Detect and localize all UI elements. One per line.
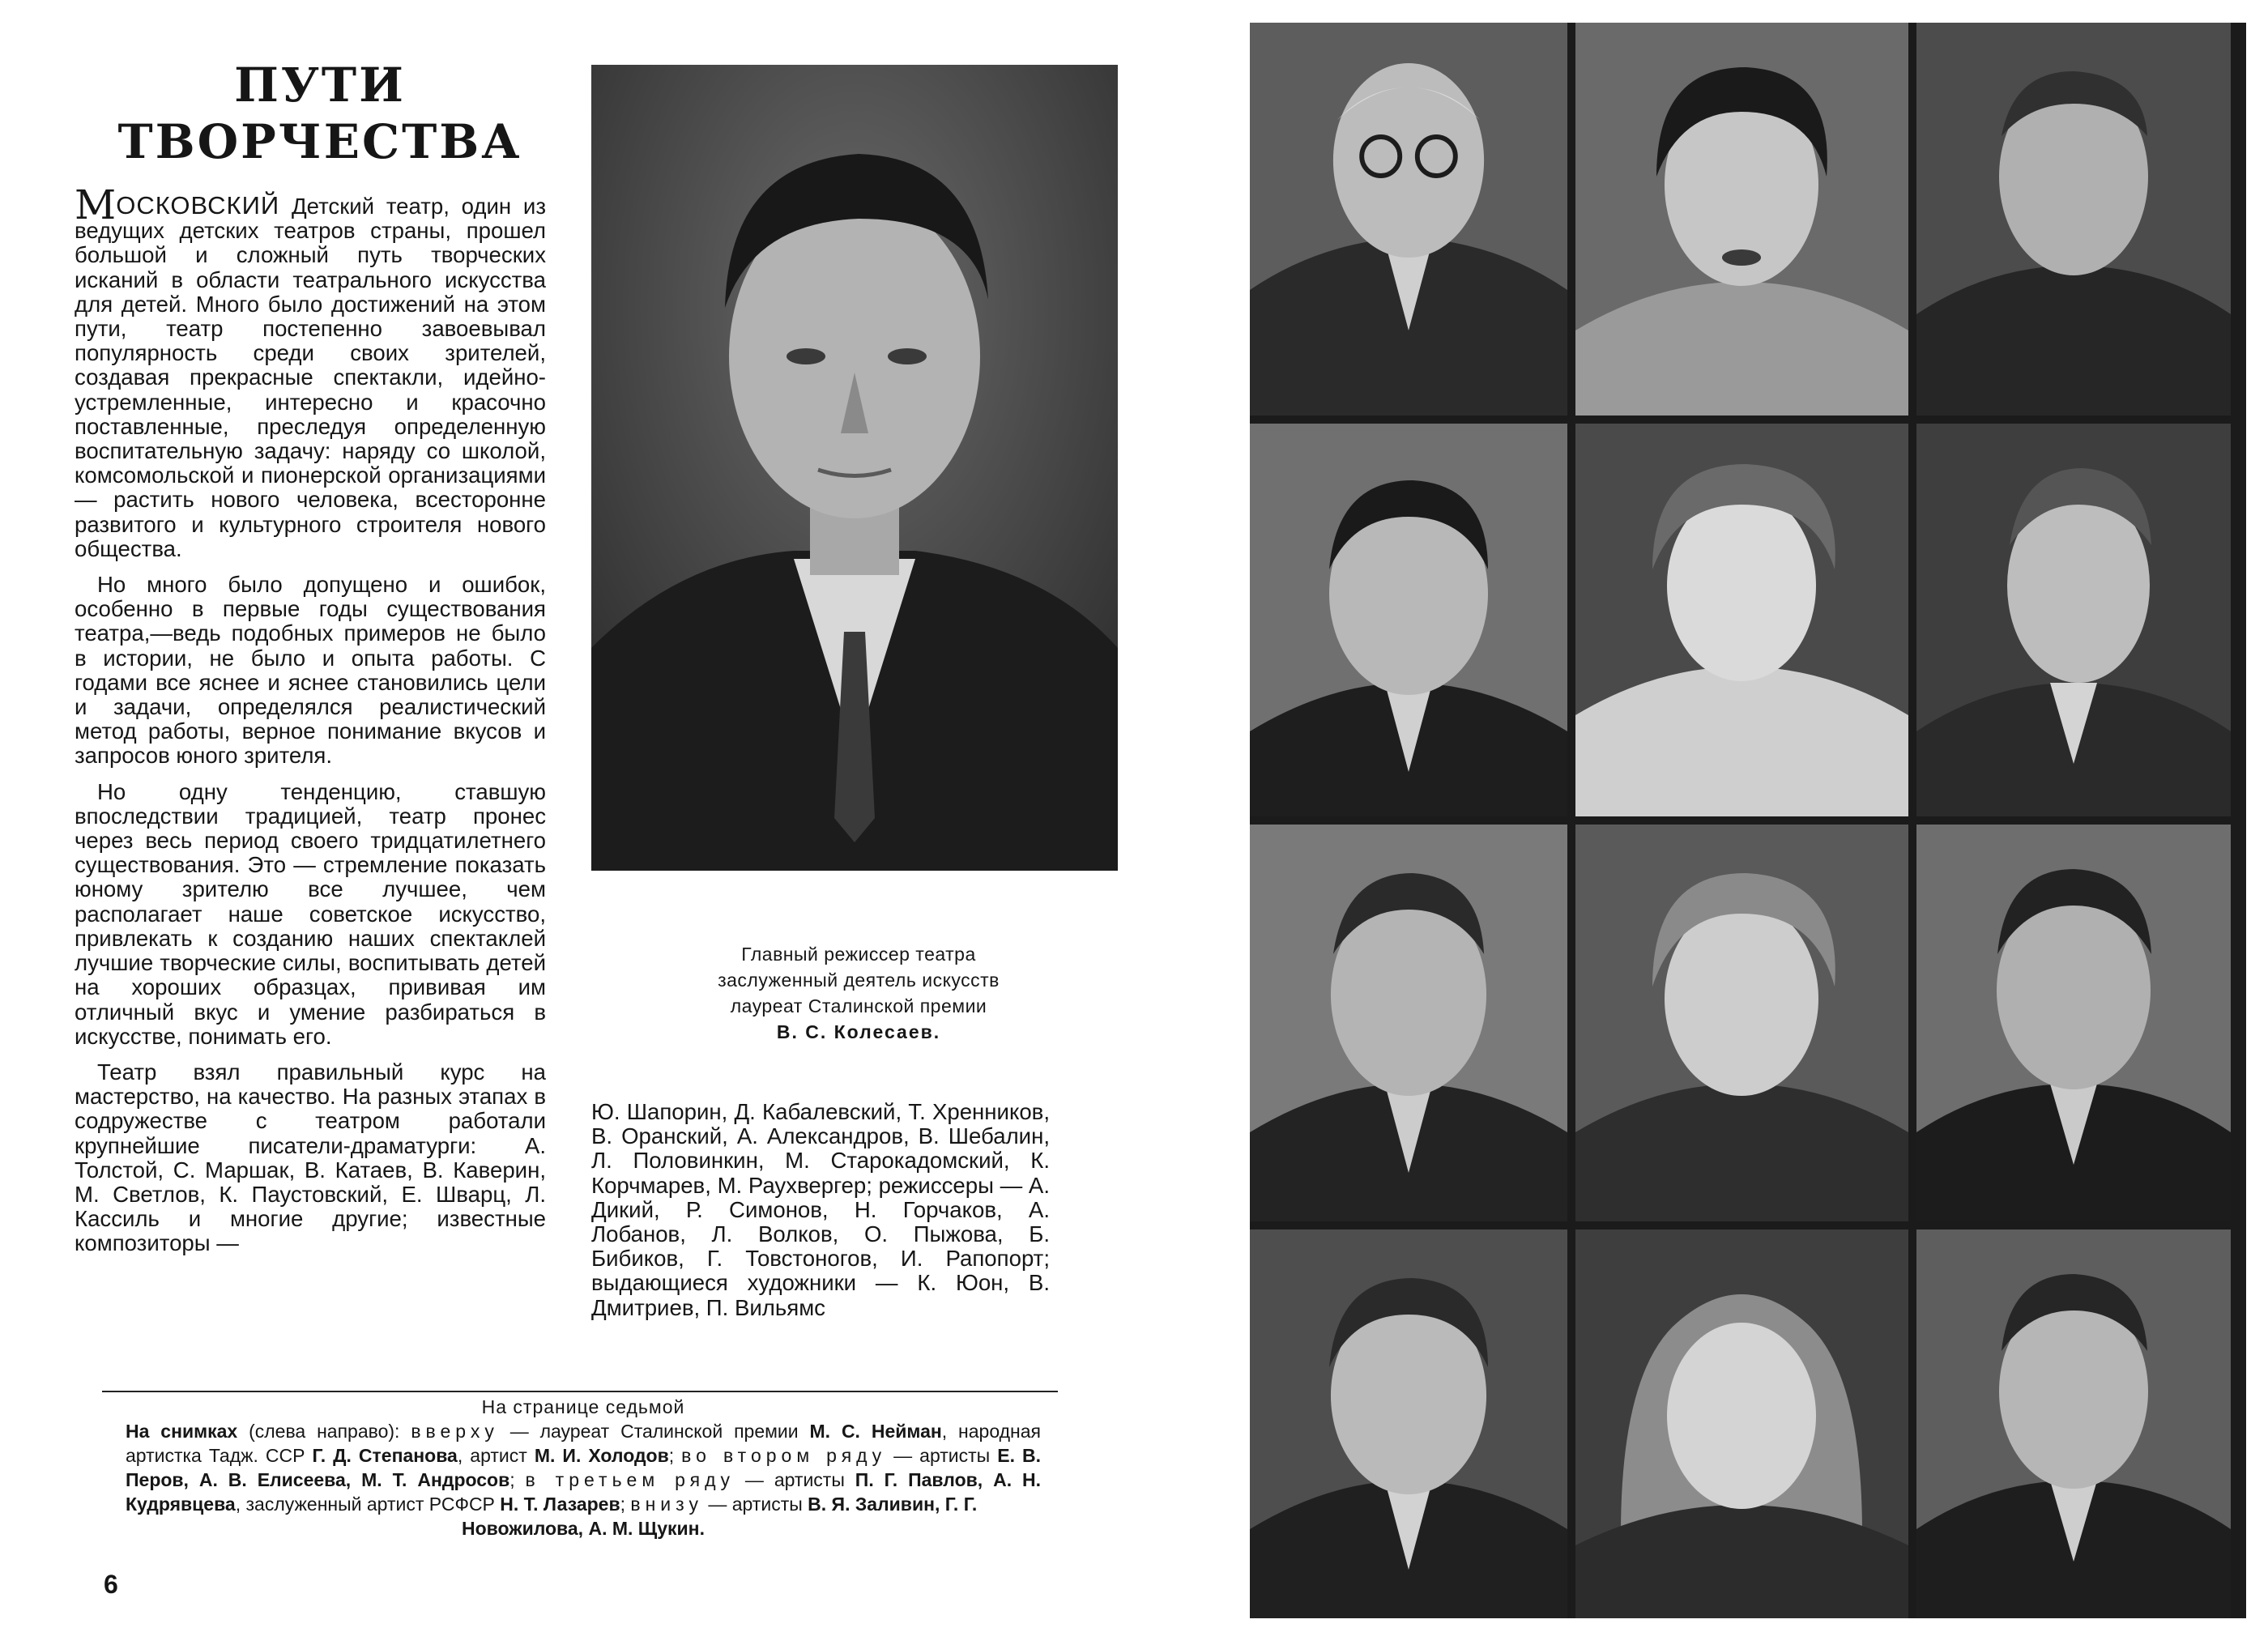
lead-word: ОСКОВСКИЙ	[116, 191, 280, 219]
portrait-row3-right	[1916, 825, 2231, 1221]
caption-names: Г. Д. Степанова	[312, 1445, 458, 1466]
title-line-2: ТВОРЧЕСТВА	[117, 114, 522, 169]
caption-text: , артист	[457, 1445, 535, 1466]
photo-caption-block	[126, 1395, 1041, 1541]
caption-names: Н. Т. Лазарев	[500, 1494, 620, 1515]
photo-caption-text	[126, 1419, 1041, 1516]
caption-text: — артисты	[702, 1494, 808, 1515]
article-column-2	[591, 1100, 1050, 1320]
portrait-row1-right	[1916, 23, 2231, 416]
caption-names: М. И. Холодов	[534, 1445, 669, 1466]
caption-text: (слева направо):	[237, 1421, 411, 1442]
caption-name: В. С. Колесаев.	[776, 1021, 941, 1042]
paragraph-2: Но много было допущено и ошибок, особенно в первые годы существования театра,—ведь подобных примеров не было в истории, не было и опыта работы. С годами все яснее и яснее становились цели и задачи, определялся реалистический метод работы, верное понимание вкусов и запросов юного зрителя.	[75, 572, 546, 769]
caption-line-1: Главный режиссер театра	[741, 944, 976, 965]
drop-cap: М	[75, 181, 117, 228]
photo-caption-last-line	[126, 1516, 1041, 1541]
paragraph-3: Но одну тенденцию, ставшую впоследствии традицией, театр пронес через весь период своего тридцатилетнего существования. Это — стремление показать юному зрителю все лучшее, чем располагает наше советское искусство, привлекать к созданию наших спектаклей лучшие творческие силы, воспитывать детей на хороших образцах, прививая им отличный вкус и умение разбираться в искусстве, понимать его.	[75, 778, 546, 1049]
portrait-row1-center	[1575, 23, 1908, 416]
portrait-row2-center	[1575, 424, 1908, 816]
article-title	[105, 57, 535, 170]
portrait-row1-left	[1250, 23, 1567, 416]
caption-names: Е. В. Перов, А. В. Елисеева, М. Т. Андросов	[126, 1445, 1042, 1490]
caption-row-label: вверху	[411, 1421, 499, 1442]
caption-names: В. Я. Заливин, Г. Г.	[808, 1494, 978, 1515]
portrait-row4-center	[1575, 1229, 1908, 1618]
caption-text: , народная артистка Тадж. ССР	[126, 1421, 1041, 1466]
portrait-row3-center	[1575, 825, 1908, 1221]
caption-line-3: лауреат Сталинской премии	[730, 995, 987, 1016]
caption-text: — лауреат Сталинской премии	[498, 1421, 810, 1442]
main-portrait-caption	[595, 941, 1122, 1045]
portrait-photo-grid	[1250, 23, 2246, 1618]
caption-text: ;	[668, 1445, 682, 1466]
title-line-1: ПУТИ	[234, 58, 406, 113]
caption-line-2: заслуженный деятель искусств	[718, 970, 1000, 991]
caption-text: ;	[509, 1469, 526, 1490]
caption-label: На снимках	[126, 1421, 238, 1442]
paragraph-1	[75, 181, 546, 561]
article-column-1	[75, 181, 546, 1268]
portrait-row3-left	[1250, 825, 1567, 1221]
caption-row-label: в третьем ряду	[525, 1469, 735, 1490]
caption-text: ;	[620, 1494, 631, 1515]
paragraph-1-text: Детский театр, один из ведущих детских театров страны, прошел большой и сложный путь творческих исканий в области театрального искусства для детей. Много было достижений на этом пути, театр постепенно завоевывал популярность среди своих зрителей, создавая прекрасные спектакли, идейно-устремленные, интересно и красочно поставленные, преследуя определенную воспитательную задачу: наряду со школой, комсомольской и пионерской организациями — растить нового человека, всесторонне развитого и культурного строителя нового общества.	[75, 194, 546, 561]
caption-names: М. С. Нейман	[809, 1421, 942, 1442]
right-page	[1215, 0, 2268, 1645]
portrait-row4-left	[1250, 1229, 1567, 1618]
portrait-row2-right	[1916, 424, 2231, 816]
paragraph-5: Ю. Шапорин, Д. Кабалевский, Т. Хренников, В. Оранский, А. Александров, В. Шебалин, Л. Половинкин, М. Старокадомский, К. Корчмарев, М. Раухвергер; режиссеры — А. Дикий, Р. Симонов, Н. Горчаков, А. Лобанов, Л. Волков, О. Пыжова, Б. Бибиков, Г. Товстоногов, И. Рапопорт; выдающиеся художники — К. Юон, В. Дмитриев, П. Вильямс	[591, 1099, 1050, 1320]
main-portrait-photo	[591, 65, 1118, 871]
page-number: 6	[104, 1570, 118, 1599]
caption-names: Новожилова, А. М. Щукин.	[462, 1518, 705, 1539]
caption-text: — артисты	[886, 1445, 998, 1466]
caption-text: , заслуженный артист РСФСР	[235, 1494, 501, 1515]
portrait-row4-right	[1916, 1229, 2231, 1618]
portrait-row2-left	[1250, 424, 1567, 816]
caption-names: П. Г. Павлов, А. Н. Кудрявцева	[126, 1469, 1041, 1515]
paragraph-4: Театр взял правильный курс на мастерство, на качество. На разных этапах в содружестве с театром работали крупнейшие писатели-драматурги: А. Толстой, С. Маршак, В. Катаев, В. Каверин, М. Светлов, К. Паустовский, Е. Шварц, Л. Кассиль и многие другие; известные композиторы —	[75, 1059, 546, 1256]
caption-divider	[102, 1391, 1058, 1392]
photo-caption-heading: На странице седьмой	[481, 1396, 685, 1417]
caption-row-label: внизу	[630, 1494, 703, 1515]
caption-row-label: во втором ряду	[681, 1445, 887, 1466]
caption-text: — артисты	[735, 1469, 855, 1490]
